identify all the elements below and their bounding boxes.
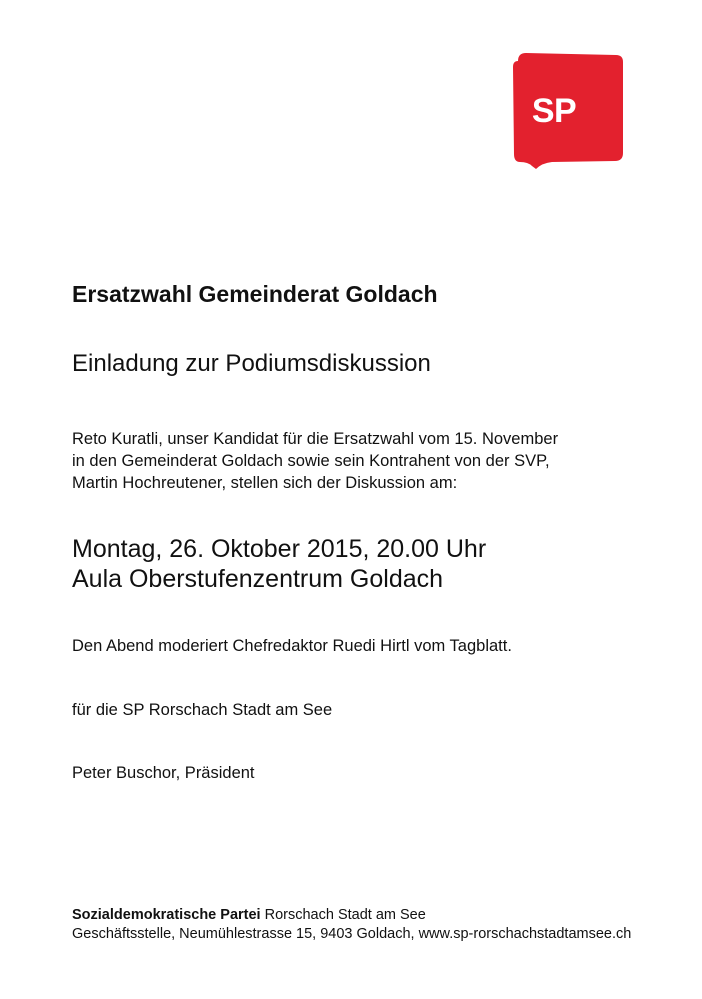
document-headline: Ersatzwahl Gemeinderat Goldach bbox=[72, 281, 438, 307]
event-location: Aula Oberstufenzentrum Goldach bbox=[72, 565, 444, 593]
moderator-line: Den Abend moderiert Chefredaktor Ruedi Hirtl vom Tagblatt. bbox=[72, 637, 512, 655]
footer-address: Geschäftsstelle, Neumühlestrasse 15, 9403 Goldach, www.sp-rorschachstadtamsee.ch bbox=[72, 926, 632, 942]
footer-organization bbox=[72, 906, 631, 925]
intro-line: Martin Hochreutener, stellen sich der Diskussion am: bbox=[72, 474, 458, 492]
intro-line: in den Gemeinderat Goldach sowie sein Kontrahent von der SVP, bbox=[72, 452, 550, 470]
signature-line: Peter Buschor, Präsident bbox=[72, 764, 255, 782]
event-date-time: Montag, 26. Oktober 2015, 20.00 Uhr bbox=[72, 535, 487, 563]
footer bbox=[72, 906, 631, 944]
intro-paragraph bbox=[72, 428, 558, 494]
footer-org-rest: Rorschach Stadt am See bbox=[260, 907, 426, 923]
intro-line: Reto Kuratli, unser Kandidat für die Ersatzwahl vom 15. November bbox=[72, 430, 559, 448]
document-subheadline: Einladung zur Podiumsdiskussion bbox=[72, 350, 431, 377]
sp-logo bbox=[512, 53, 623, 170]
event-details bbox=[72, 534, 486, 594]
footer-org-bold: Sozialdemokratische Partei bbox=[72, 907, 261, 923]
on-behalf-line: für die SP Rorschach Stadt am See bbox=[72, 701, 333, 719]
sp-logo-text: SP bbox=[531, 92, 577, 130]
